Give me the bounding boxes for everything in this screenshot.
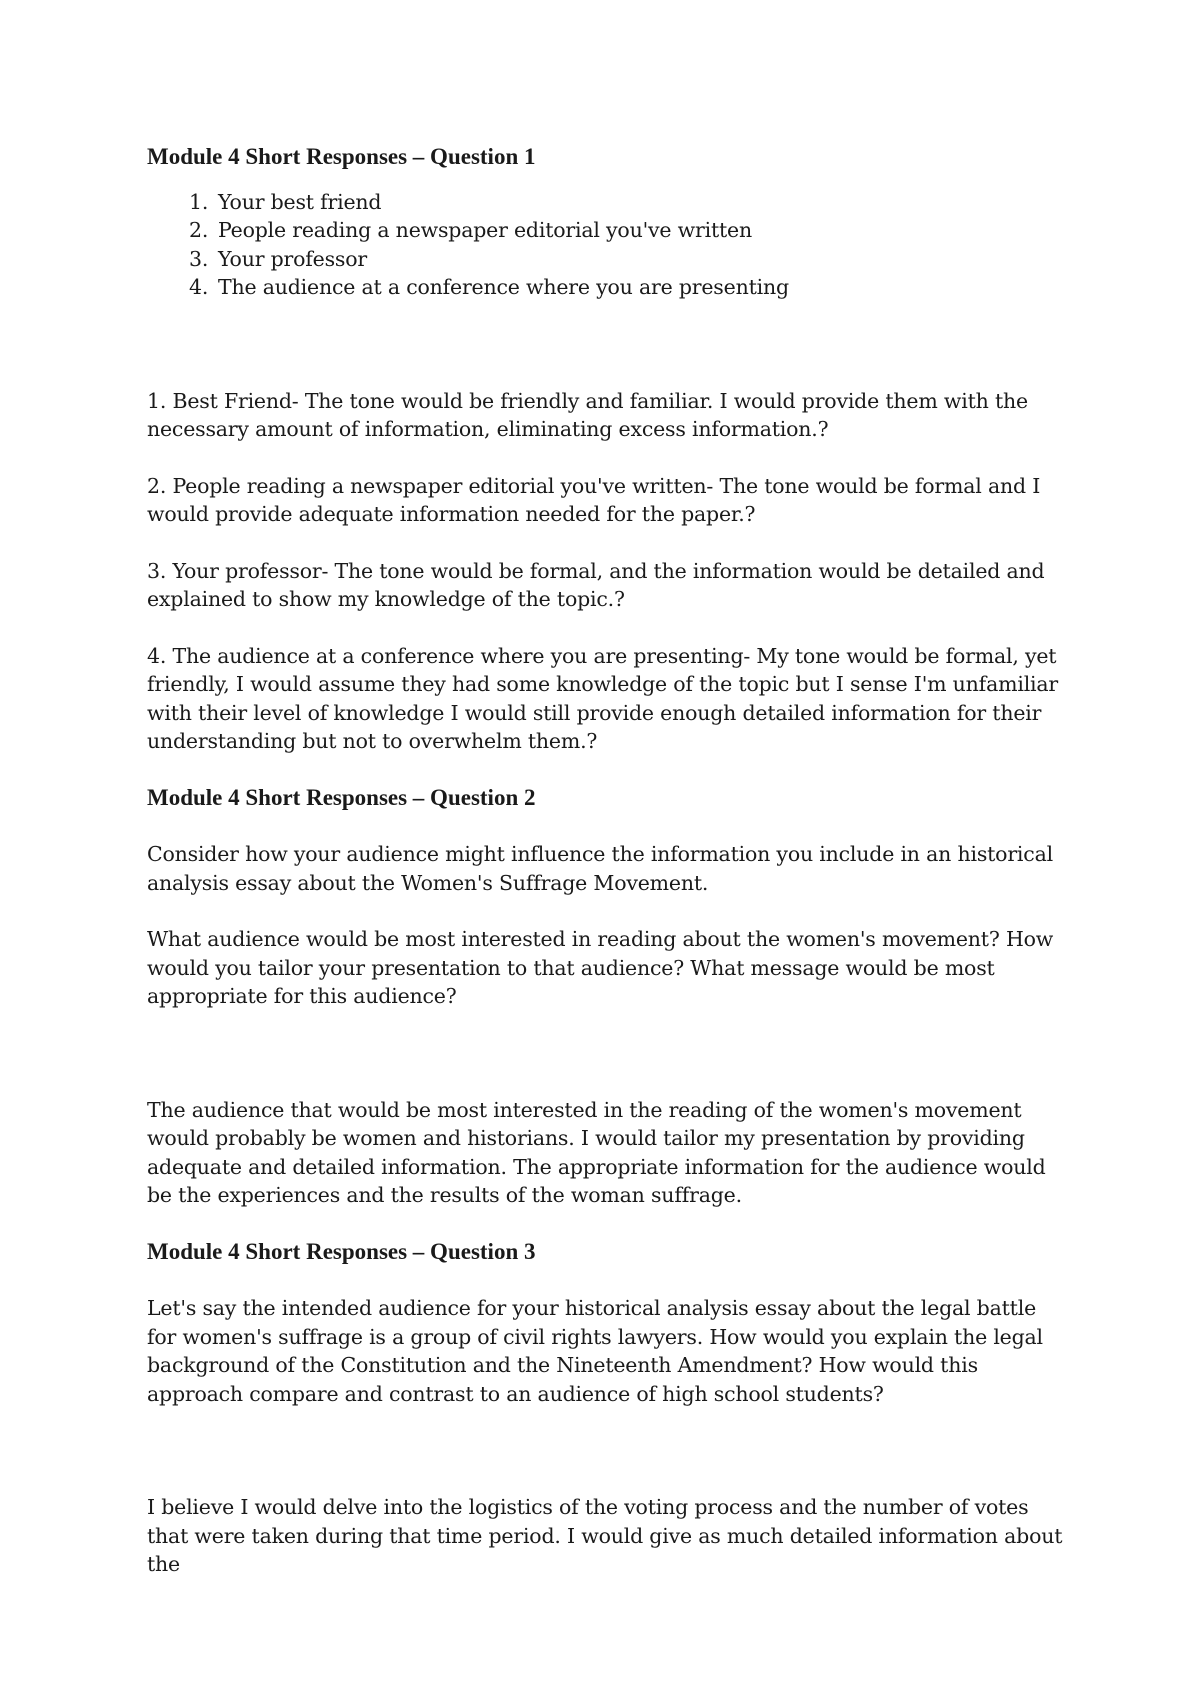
answer-paragraph: I believe I would delve into the logistics of the voting process and the number of votes that were taken during that time period. I would give as much detailed information about the — [147, 1495, 1063, 1576]
question-3-heading: Module 4 Short Responses – Question 3 — [147, 1238, 536, 1264]
list-item-text: People reading a newspaper editorial you've written — [218, 218, 752, 242]
list-item — [189, 245, 1067, 274]
prompt-paragraph: What audience would be most interested in reading about the women's movement? How would you tailor your presentation to that audience? What message would be most appropriate for this audience? — [147, 927, 1054, 1008]
list-item — [189, 273, 1067, 302]
list-item-text: Your professor — [218, 246, 367, 271]
list-item — [189, 188, 1067, 217]
list-item — [189, 216, 1067, 245]
list-item-number: 1. — [189, 189, 209, 214]
answer-paragraph: The audience that would be most interested in the reading of the women's movement would probably be women and historians. I would tailor my presentation by providing adequate and detailed information. The appropriate information for the audience would be the experiences and the results of the woman suffrage. — [147, 1097, 1046, 1207]
question-2-heading: Module 4 Short Responses – Question 2 — [147, 784, 536, 810]
question-1-heading: Module 4 Short Responses – Question 1 — [147, 144, 536, 169]
document-body — [147, 143, 1067, 1579]
prompt-paragraph: Let's say the intended audience for your historical analysis essay about the legal battle for women's suffrage is a group of civil rights lawyers. How would you explain the legal background of the Constitution and the Nineteenth Amendment? How would this approach compare and contrast to an audience of high school students? — [147, 1296, 1043, 1406]
list-item-number: 3. — [189, 246, 209, 271]
list-item-number: 2. — [189, 218, 209, 242]
answer-paragraph: 2. People reading a newspaper editorial you've written- The tone would be formal and I would provide adequate information needed for the paper.? — [147, 473, 1041, 526]
list-item-number: 4. — [189, 275, 209, 299]
answer-paragraph: 4. The audience at a conference where you are presenting- My tone would be formal, yet friendly, I would assume they had some knowledge of the topic but I sense I'm unfamiliar with their level of knowledge I would still provide enough detailed information for their understanding but not to overwhelm them.? — [147, 643, 1059, 753]
list-item-text: Your best friend — [218, 189, 382, 214]
answer-paragraph: 1. Best Friend- The tone would be friendly and familiar. I would provide them with the necessary amount of information, eliminating excess information.? — [147, 388, 1028, 441]
prompt-paragraph: Consider how your audience might influence the information you include in an historical analysis essay about the Women's Suffrage Movement. — [147, 842, 1053, 895]
list-item-text: The audience at a conference where you are presenting — [218, 275, 789, 299]
question-1-list — [147, 188, 1067, 302]
answer-paragraph: 3. Your professor- The tone would be formal, and the information would be detailed and explained to show my knowledge of the topic.? — [147, 558, 1045, 611]
